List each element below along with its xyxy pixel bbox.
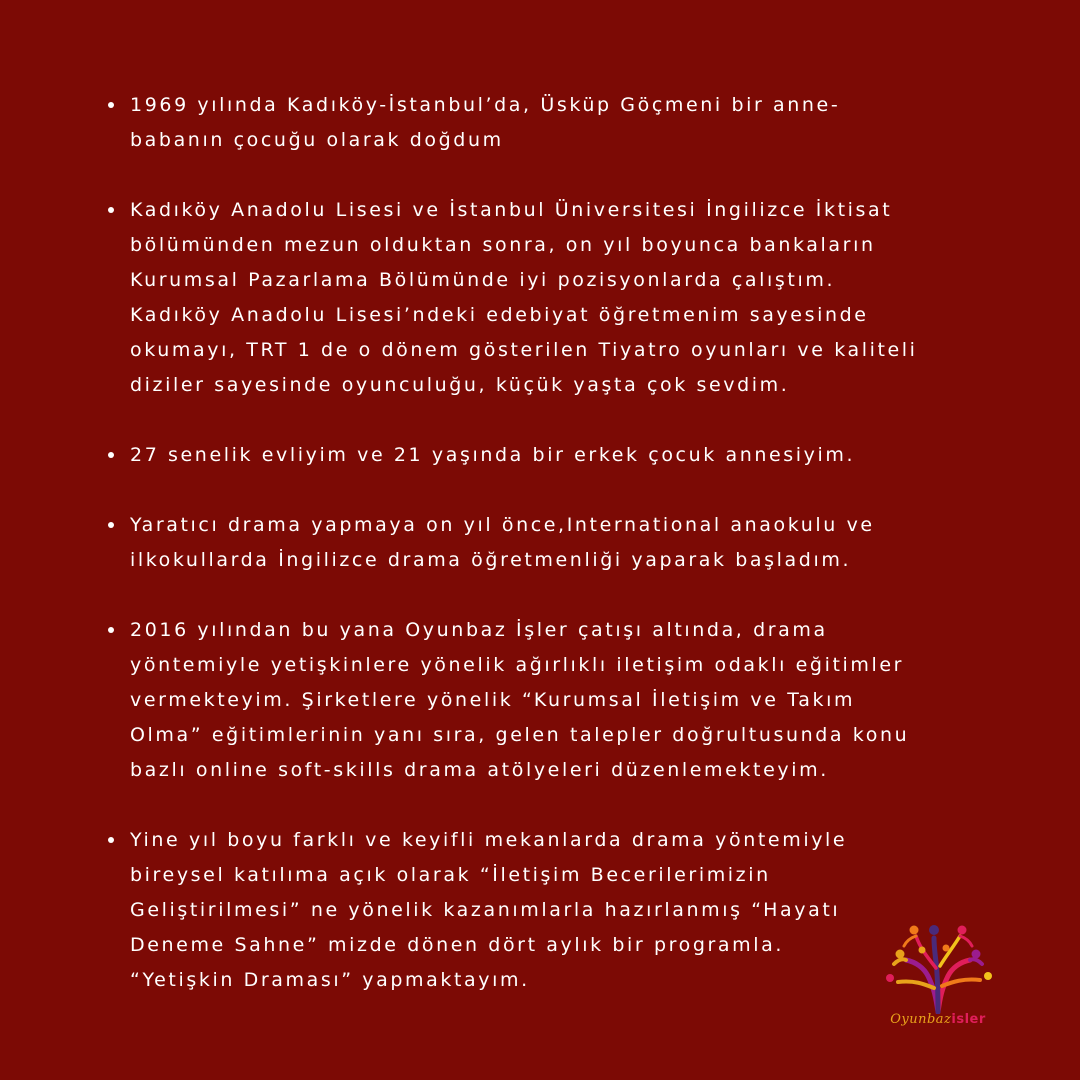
text-line: vermekteyim. Şirketlere yönelik “Kurumsal İletişim ve Takım <box>130 689 856 711</box>
text-line: Kadıköy Anadolu Lisesi ve İstanbul Üniversitesi İngilizce İktisat <box>130 199 893 221</box>
bullet-text <box>130 438 988 473</box>
text-line: bölümünden mezun olduktan sonra, on yıl boyunca bankaların <box>130 234 876 256</box>
text-line: Geliştirilmesi” ne yönelik kazanımlarla hazırlanmış “Hayatı <box>130 899 841 921</box>
tree-of-people-icon <box>876 918 1000 1014</box>
text-line: bazlı online soft-skills drama atölyeleri düzenlemekteyim. <box>130 759 829 781</box>
text-line: ilkokullarda İngilizce drama öğretmenliği yaparak başladım. <box>130 549 852 571</box>
list-item <box>108 613 988 788</box>
list-item <box>108 193 988 403</box>
logo-text-isler: isler <box>951 1012 986 1027</box>
bullet-dot <box>108 207 114 213</box>
text-line: 27 senelik evliyim ve 21 yaşında bir erkek çocuk annesiyim. <box>130 444 856 466</box>
text-line: Yine yıl boyu farklı ve keyifli mekanlarda drama yöntemiyle <box>130 829 848 851</box>
text-line: 1969 yılında Kadıköy-İstanbul’da, Üsküp Göçmeni bir anne- <box>130 94 841 116</box>
bullet-dot <box>108 522 114 528</box>
bullet-dot <box>108 837 114 843</box>
list-item <box>108 508 988 578</box>
bullet-list <box>108 88 988 1033</box>
bullet-dot <box>108 452 114 458</box>
text-line: Deneme Sahne” mizde dönen dört aylık bir programla. <box>130 934 785 956</box>
text-line: okumayı, TRT 1 de o dönem gösterilen Tiyatro oyunları ve kaliteli <box>130 339 918 361</box>
text-line: “Yetişkin Draması” yapmaktayım. <box>130 969 530 991</box>
bullet-text <box>130 193 988 403</box>
logo-wordmark <box>876 1012 1000 1027</box>
text-line: Kadıköy Anadolu Lisesi’ndeki edebiyat öğretmenim sayesinde <box>130 304 869 326</box>
text-line: yöntemiyle yetişkinlere yönelik ağırlıklı iletişim odaklı eğitimler <box>130 654 905 676</box>
text-line: Olma” eğitimlerinin yanı sıra, gelen talepler doğrultusunda konu <box>130 724 910 746</box>
bullet-dot <box>108 102 114 108</box>
logo-text-oyunbaz: Oyunbaz <box>890 1012 952 1027</box>
text-line: bireysel katılıma açık olarak “İletişim Becerilerimizin <box>130 864 771 886</box>
bullet-text <box>130 613 988 788</box>
bullet-text <box>130 508 988 578</box>
bullet-text <box>130 823 988 998</box>
list-item <box>108 88 988 158</box>
bullet-text <box>130 88 988 158</box>
text-line: Yaratıcı drama yapmaya on yıl önce,International anaokulu ve <box>130 514 875 536</box>
bullet-dot <box>108 627 114 633</box>
oyunbaz-logo <box>876 918 1000 1038</box>
text-line: 2016 yılından bu yana Oyunbaz İşler çatışı altında, drama <box>130 619 828 641</box>
list-item <box>108 438 988 473</box>
text-line: Kurumsal Pazarlama Bölümünde iyi pozisyonlarda çalıştım. <box>130 269 836 291</box>
text-line: babanın çocuğu olarak doğdum <box>130 129 504 151</box>
text-line: diziler sayesinde oyunculuğu, küçük yaşta çok sevdim. <box>130 374 790 396</box>
list-item <box>108 823 988 998</box>
